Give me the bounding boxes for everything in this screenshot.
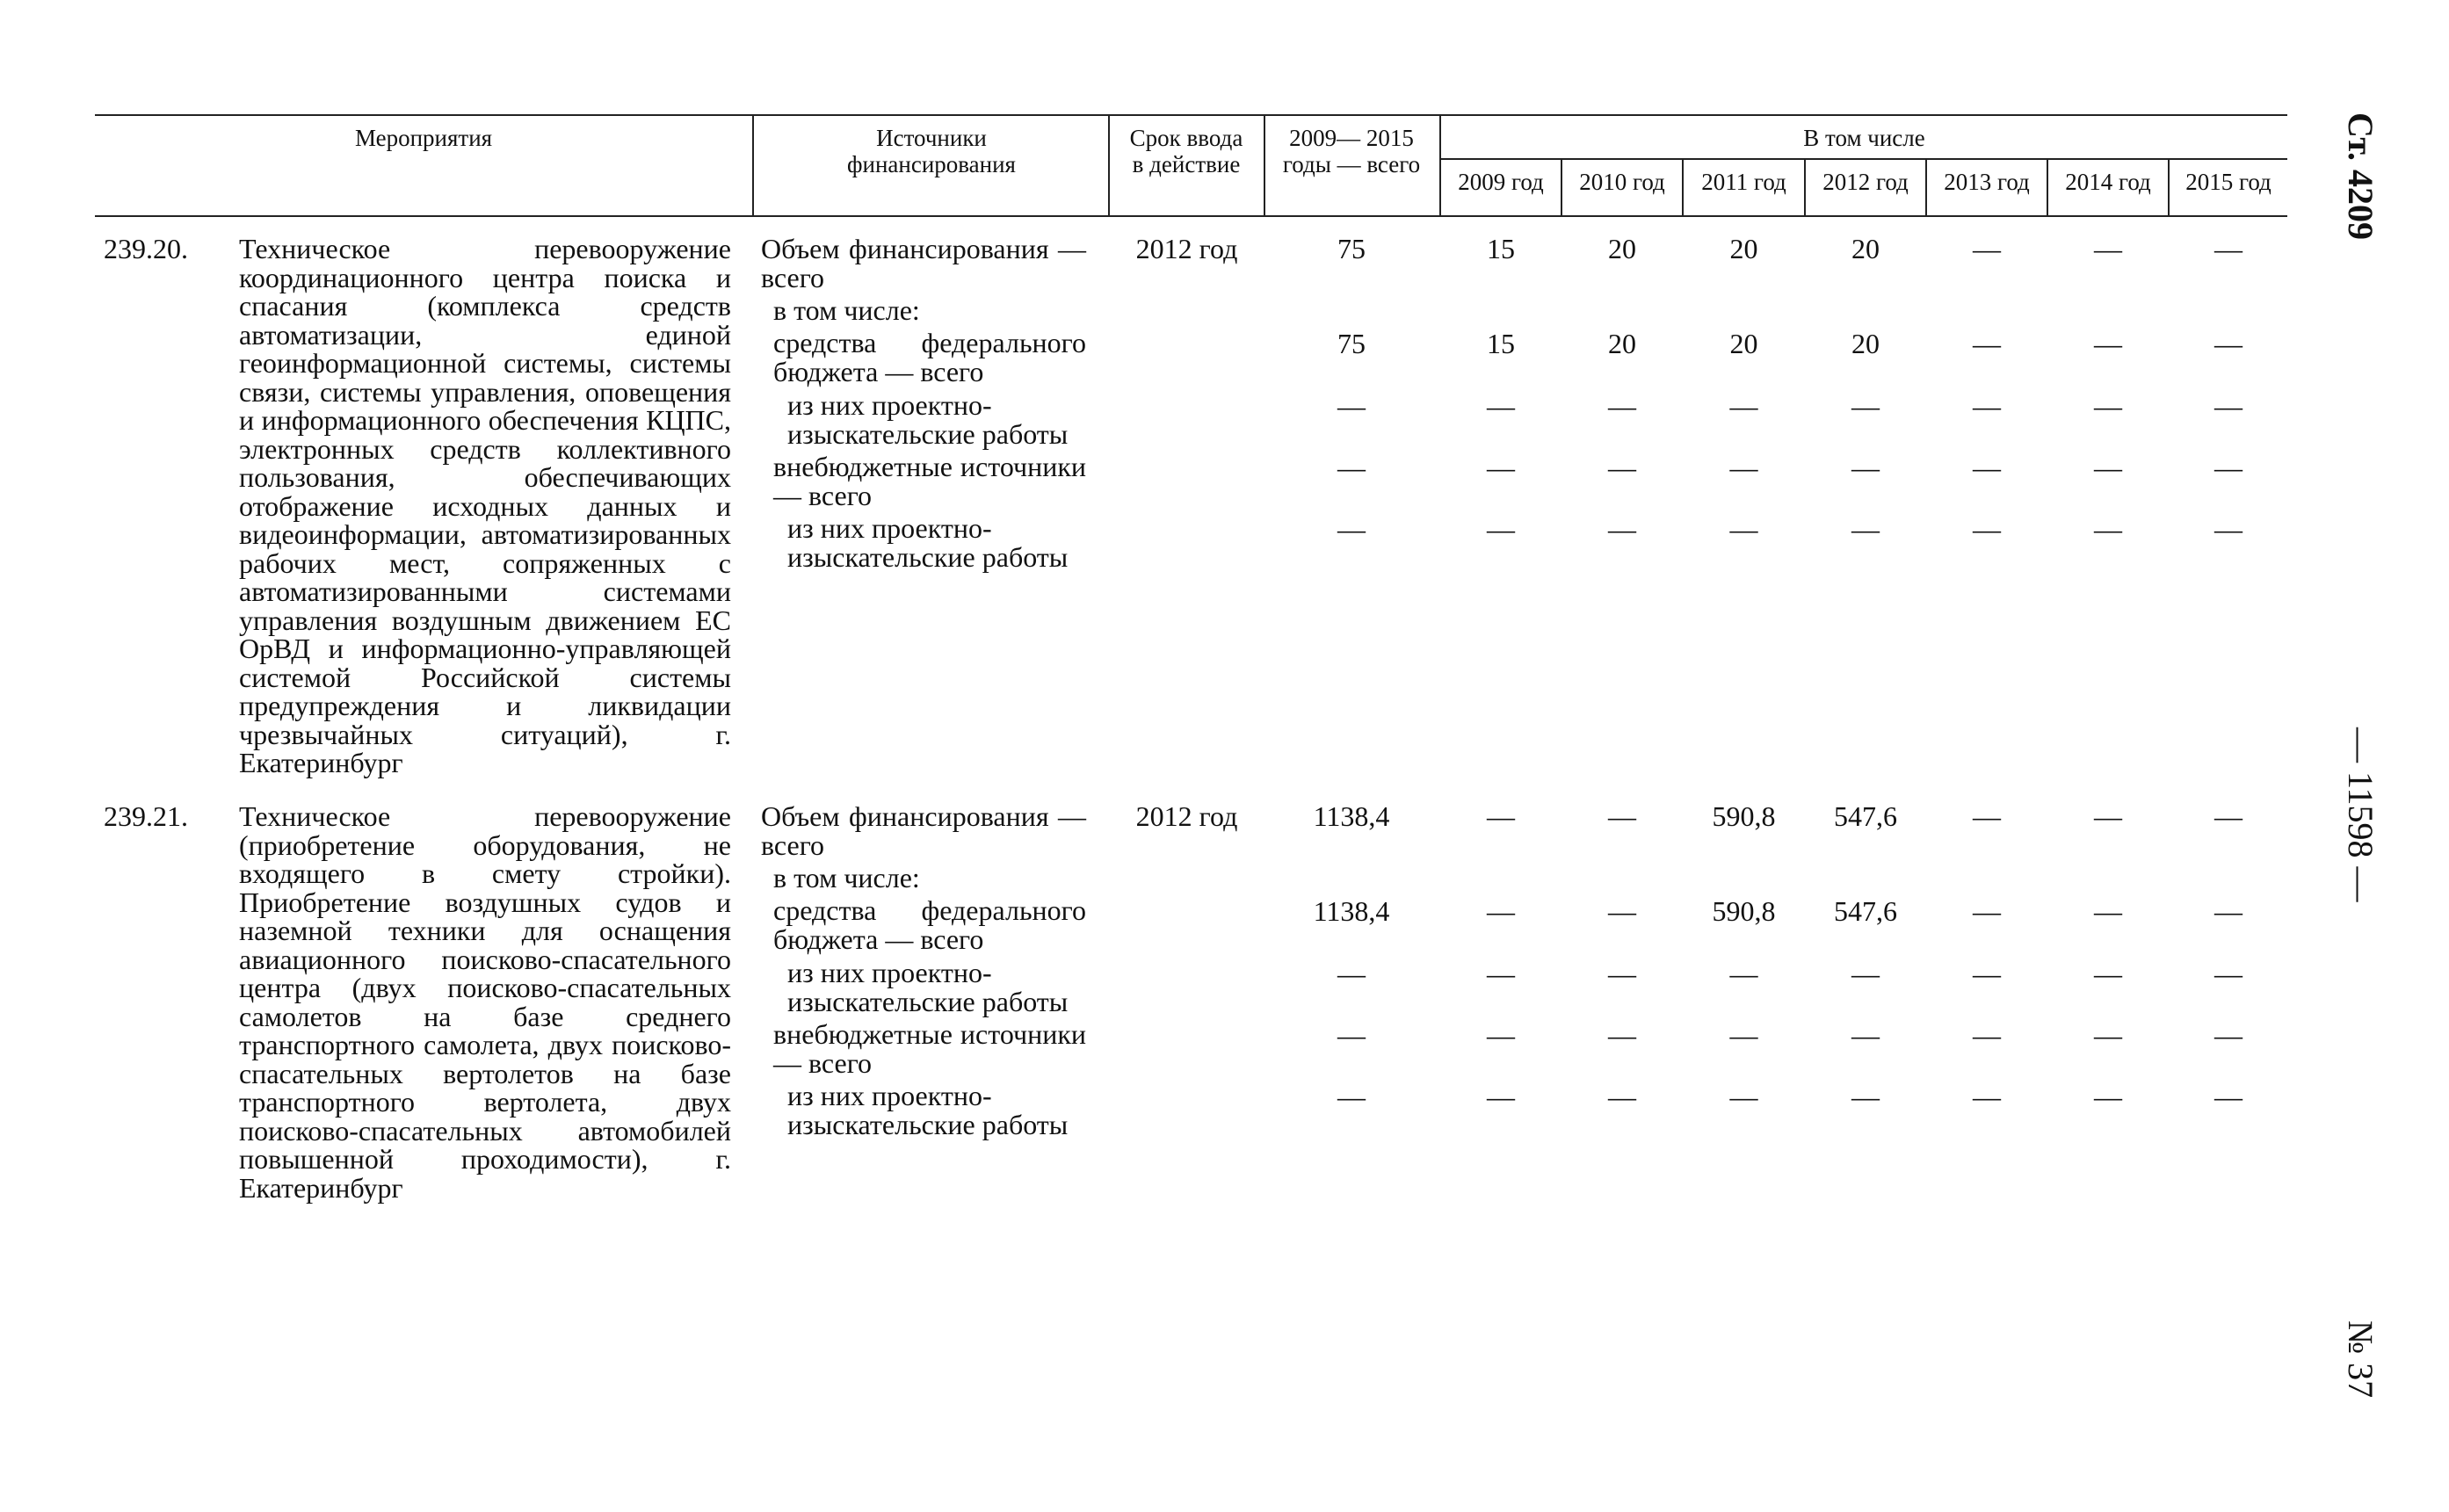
year-value: 20	[1851, 328, 1880, 359]
side-page-number: — 11598 —	[2341, 727, 2380, 902]
year-value: —	[1851, 513, 1880, 545]
year-value: —	[1973, 390, 2001, 422]
year-value: —	[2214, 233, 2243, 264]
year-value: —	[2214, 958, 2243, 989]
year-value: —	[2094, 1081, 2122, 1112]
header-year: 2013 год	[1944, 169, 2030, 195]
year-value: 15	[1487, 328, 1515, 359]
year-value: —	[2094, 895, 2122, 927]
table-subheader-rule	[1439, 158, 2287, 160]
row-number: 239.20.	[104, 233, 188, 264]
header-term: Срок ввода в действие	[1129, 125, 1243, 177]
header-year: 2012 год	[1822, 169, 1909, 195]
total-value: 1138,4	[1313, 800, 1390, 832]
total-value: —	[1337, 1019, 1366, 1051]
total-value: 75	[1337, 233, 1366, 264]
year-value: —	[2094, 1019, 2122, 1051]
total-value: —	[1337, 513, 1366, 545]
year-value: —	[2094, 328, 2122, 359]
year-value: —	[1487, 895, 1515, 927]
table-top-rule	[95, 114, 2287, 116]
year-value: —	[2214, 513, 2243, 545]
year-value: —	[2214, 328, 2243, 359]
year-value: —	[1851, 958, 1880, 989]
year-value: —	[1851, 452, 1880, 483]
year-value: —	[1973, 328, 2001, 359]
year-value: 20	[1851, 233, 1880, 264]
col-divider	[1264, 114, 1265, 217]
header-sources: Источники финансирования	[847, 125, 1016, 177]
year-value: —	[1487, 800, 1515, 832]
year-value: —	[1973, 233, 2001, 264]
source-label: в том числе:	[773, 862, 920, 893]
row-term: 2012 год	[1135, 800, 1238, 832]
year-value: —	[2094, 800, 2122, 832]
year-value: —	[2094, 452, 2122, 483]
year-value: 20	[1608, 233, 1636, 264]
year-value: 20	[1729, 328, 1758, 359]
year-value: —	[1487, 452, 1515, 483]
source-label: средства федерального бюджета — всего	[773, 327, 1086, 387]
source-label: внебюджетные источники — всего	[773, 451, 1086, 511]
year-value: —	[1729, 452, 1758, 483]
total-value: —	[1337, 452, 1366, 483]
year-value: —	[1608, 513, 1636, 545]
year-value: —	[1729, 390, 1758, 422]
year-value: 15	[1487, 233, 1515, 264]
year-value: —	[1973, 800, 2001, 832]
year-value: —	[2214, 390, 2243, 422]
source-label: из них проектно-изыскательские работы	[787, 512, 1069, 573]
year-value: —	[2214, 895, 2243, 927]
side-article-number: Ст. 4209	[2341, 112, 2380, 240]
total-value: 75	[1337, 328, 1366, 359]
header-total: 2009— 2015 годы — всего	[1282, 125, 1421, 177]
year-value: —	[1487, 1019, 1515, 1051]
year-value: —	[1608, 800, 1636, 832]
year-value: —	[1973, 1081, 2001, 1112]
year-value: —	[1729, 1081, 1758, 1112]
table-header-bottom-rule	[95, 215, 2287, 217]
header-year: 2010 год	[1579, 169, 1665, 195]
source-label: из них проектно-изыскательские работы	[787, 957, 1069, 1017]
side-issue-number: № 37	[2341, 1320, 2380, 1399]
year-value: —	[2094, 958, 2122, 989]
year-value: —	[1973, 895, 2001, 927]
source-label: Объем финансирования — всего	[761, 800, 1086, 861]
total-value: —	[1337, 958, 1366, 989]
year-value: —	[1608, 895, 1636, 927]
col-divider	[1108, 114, 1110, 217]
header-year: 2011 год	[1701, 169, 1786, 195]
source-label: внебюджетные источники — всего	[773, 1018, 1086, 1079]
year-value: —	[1608, 1019, 1636, 1051]
year-value: —	[1851, 390, 1880, 422]
year-value: —	[2094, 513, 2122, 545]
year-value: —	[1608, 452, 1636, 483]
year-value: —	[1851, 1019, 1880, 1051]
year-value: —	[1973, 958, 2001, 989]
header-year: 2009 год	[1458, 169, 1544, 195]
row-term: 2012 год	[1135, 233, 1238, 264]
header-year: 2014 год	[2065, 169, 2151, 195]
year-value: —	[1973, 452, 2001, 483]
total-value: —	[1337, 390, 1366, 422]
year-value: —	[1973, 513, 2001, 545]
row-number: 239.21.	[104, 800, 188, 832]
year-value: 590,8	[1712, 800, 1776, 832]
year-value: —	[1608, 390, 1636, 422]
year-value: —	[1608, 1081, 1636, 1112]
year-value: —	[1487, 1081, 1515, 1112]
col-divider	[752, 114, 754, 217]
year-value: —	[2094, 390, 2122, 422]
header-year: 2015 год	[2185, 169, 2271, 195]
year-value: 547,6	[1834, 800, 1897, 832]
year-value: —	[2214, 800, 2243, 832]
year-value: —	[1487, 390, 1515, 422]
year-value: —	[2094, 233, 2122, 264]
year-value: —	[1608, 958, 1636, 989]
year-value: —	[2214, 452, 2243, 483]
source-label: средства федерального бюджета — всего	[773, 894, 1086, 955]
year-value: —	[1729, 958, 1758, 989]
total-value: —	[1337, 1081, 1366, 1112]
year-value: —	[1487, 958, 1515, 989]
year-value: —	[1851, 1081, 1880, 1112]
year-value: —	[1973, 1019, 2001, 1051]
year-value: —	[2214, 1081, 2243, 1112]
source-label: в том числе:	[773, 294, 920, 326]
year-value: 20	[1608, 328, 1636, 359]
year-value: —	[1729, 513, 1758, 545]
row-event-text: Техническое перевооружение координационного центра поиска и спасания (комплекса средств автоматизации, единой геоинформационной системы, системы связи, системы управления, оповещения и информационного обеспечения КЦПС, электронных средств коллективного пользования, обеспечивающих отображение исходных данных и видеоинформации, автоматизированных рабочих мест, сопряженных с автоматизированными системами управления воздушным движением ЕС ОрВД и информационно-управляющей системой Российской системы предупреждения и ликвидации чрезвычайных ситуаций), г. Екатеринбург	[239, 233, 731, 778]
source-label: из них проектно-изыскательские работы	[787, 1080, 1069, 1140]
year-value: 590,8	[1712, 895, 1776, 927]
row-event-text: Техническое перевооружение (приобретение оборудования, не входящего в смету стройки). Приобретение воздушных судов и наземной техники для оснащения авиационного поисково-спасательного центра (двух поисково-спасательных самолетов на базе среднего транспортного самолета, двух поисково-спасательных вертолетов на базе транспортного вертолета, двух поисково-спасательных автомобилей повышенной проходимости), г. Екатеринбург	[239, 800, 731, 1204]
total-value: 1138,4	[1313, 895, 1390, 927]
year-value: —	[1487, 513, 1515, 545]
year-value: 20	[1729, 233, 1758, 264]
header-incl: В том числе	[1803, 125, 1925, 151]
header-events: Мероприятия	[354, 125, 493, 151]
source-label: Объем финансирования — всего	[761, 233, 1086, 293]
year-value: 547,6	[1834, 895, 1897, 927]
source-label: из них проектно-изыскательские работы	[787, 389, 1069, 450]
year-value: —	[2214, 1019, 2243, 1051]
year-value: —	[1729, 1019, 1758, 1051]
